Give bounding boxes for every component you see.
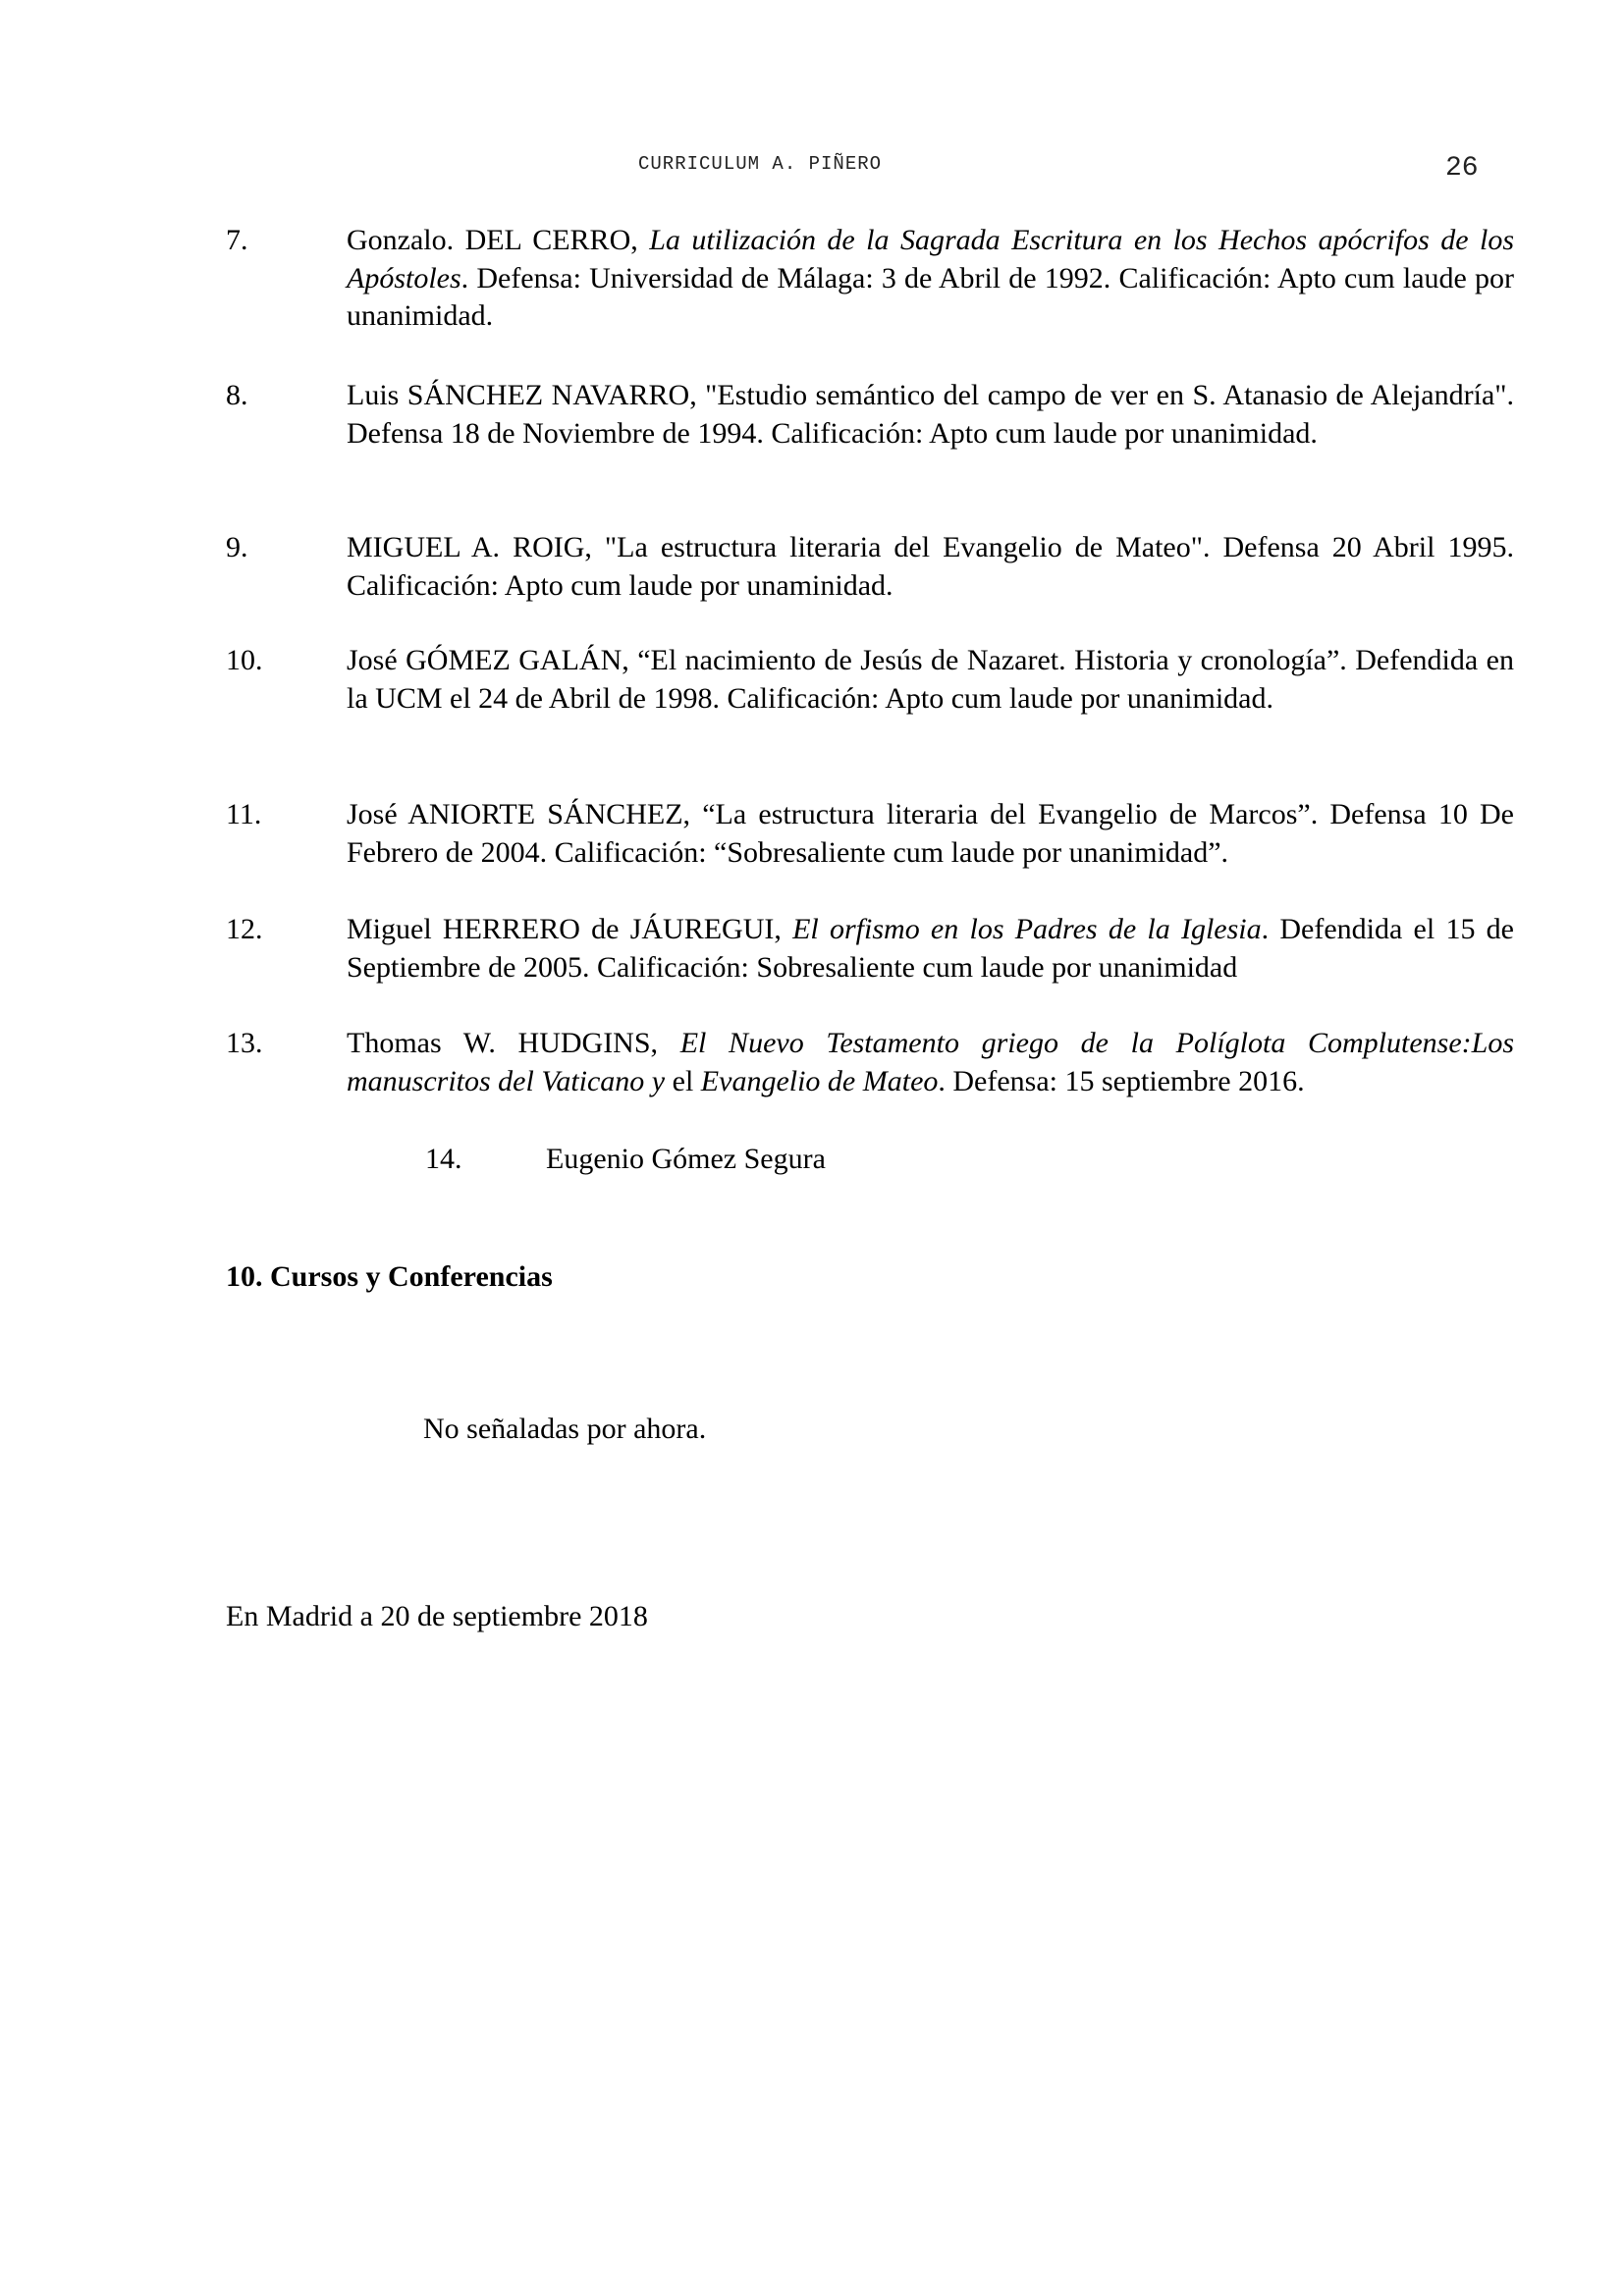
italic-title: La utilización de la Sagrada Escritura en los Hechos apócrifos de los Apóstoles <box>347 224 1515 294</box>
section-note: No señaladas por ahora. <box>423 1413 707 1445</box>
section-heading: 10. Cursos y Conferencias <box>226 1260 553 1293</box>
list-item-text <box>347 529 1514 605</box>
list-item-text <box>347 222 1514 336</box>
list-item <box>226 1025 1514 1100</box>
list-item-number: 8. <box>226 379 248 411</box>
text-run: . Defensa: Universidad de Málaga: 3 de Abril de 1992. Calificación: Apto cum laude por unanimidad. <box>347 261 1514 332</box>
italic-title: Evangelio de Mateo <box>700 1064 939 1097</box>
italic-title: El Nuevo Testamento griego de la Políglota Complutense:Los manuscritos del Vaticano y <box>347 1027 1515 1097</box>
closing-place-date: En Madrid a 20 de septiembre 2018 <box>226 1600 648 1632</box>
list-item-number: 9. <box>226 531 248 563</box>
text-run: el <box>665 1064 701 1097</box>
text-run: . Defendida el 15 de Septiembre de 2005. Calificación: Sobresaliente cum laude por unanimidad <box>347 913 1514 984</box>
list-item-number: 10. <box>226 644 263 676</box>
list-item-text <box>347 1025 1514 1100</box>
list-item <box>226 796 1514 872</box>
list-item <box>226 911 1514 987</box>
list-item-number: 12. <box>226 913 263 945</box>
italic-title: El orfismo en los Padres de la Iglesia <box>792 913 1262 945</box>
list-item <box>226 222 1514 336</box>
text-run: Thomas W. HUDGINS, <box>347 1027 680 1059</box>
list-item <box>226 642 1514 718</box>
text-run: José GÓMEZ GALÁN, “El nacimiento de Jesús de Nazaret. Historia y cronología”. Defendida en la UCM el 24 de Abril de 1998. Calificación: Apto cum laude por unanimidad. <box>347 644 1514 715</box>
list-item-text <box>347 911 1514 987</box>
list-item-text <box>347 796 1514 872</box>
page-number: 26 <box>1445 153 1479 184</box>
list-item-number: 11. <box>226 798 262 830</box>
list-item-text <box>347 642 1514 718</box>
list-item <box>226 377 1514 453</box>
list-item-number: 7. <box>226 224 248 256</box>
running-header: CURRICULUM A. PIÑERO <box>638 153 883 175</box>
text-run: Gonzalo. DEL CERRO, <box>347 224 650 256</box>
text-run: . Defensa: 15 septiembre 2016. <box>938 1064 1305 1097</box>
list-item <box>226 529 1514 605</box>
list-item-number: 13. <box>226 1027 263 1059</box>
list-item-14 <box>425 1141 826 1179</box>
list-item-number: 14. <box>425 1143 462 1175</box>
list-item-text: Eugenio Gómez Segura <box>546 1143 826 1175</box>
text-run: José ANIORTE SÁNCHEZ, “La estructura literaria del Evangelio de Marcos”. Defensa 10 De Febrero de 2004. Calificación: “Sobresaliente cum laude por unanimidad”. <box>347 798 1514 869</box>
text-run: Miguel HERRERO de JÁUREGUI, <box>347 913 793 945</box>
text-run: Luis SÁNCHEZ NAVARRO, "Estudio semántico del campo de ver en S. Atanasio de Alejandría". Defensa 18 de Noviembre de 1994. Calificación: Apto cum laude por unanimidad. <box>347 379 1514 450</box>
text-run: MIGUEL A. ROIG, "La estructura literaria del Evangelio de Mateo". Defensa 20 Abril 1995. Calificación: Apto cum laude por unaminidad. <box>347 531 1514 602</box>
list-item-text <box>347 377 1514 453</box>
